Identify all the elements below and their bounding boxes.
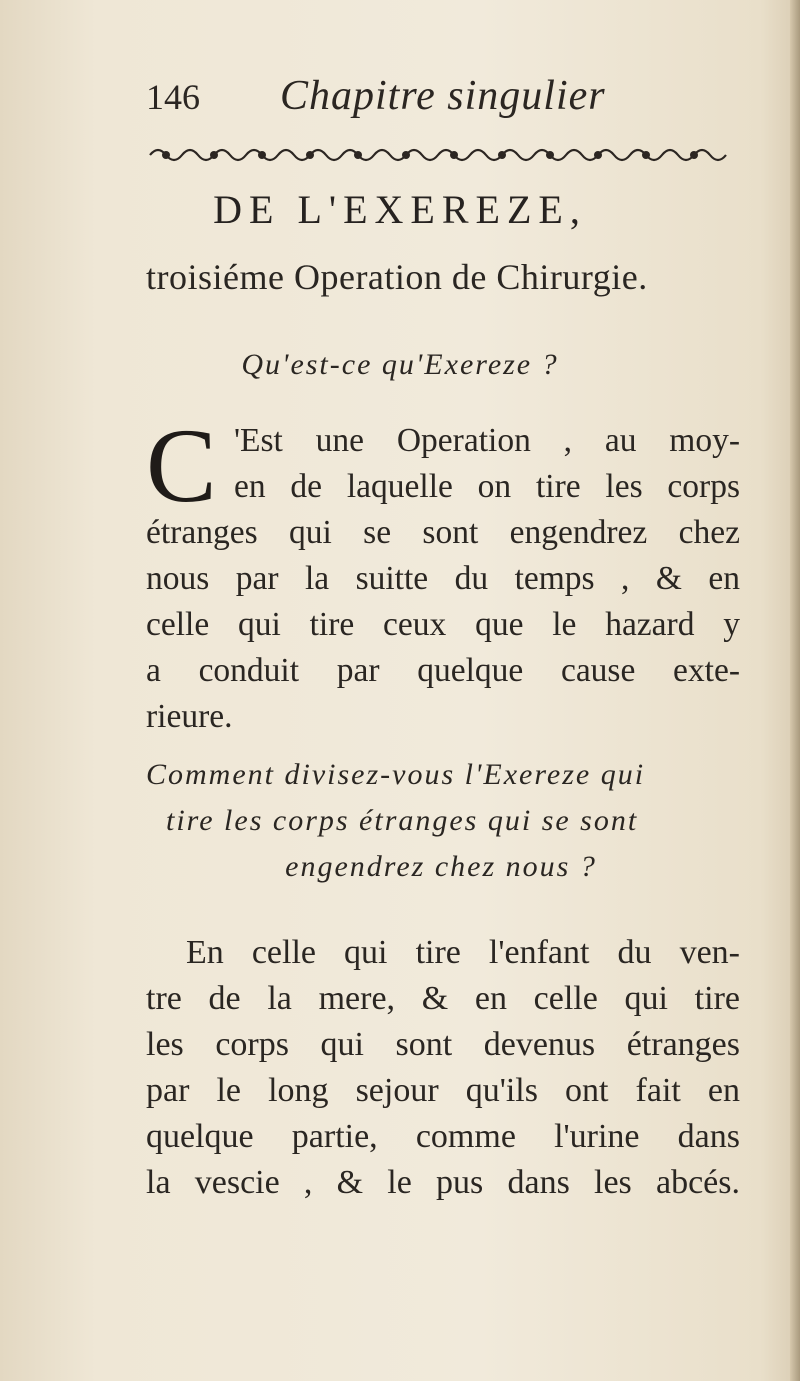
text-line: 'Est une Operation , au moy- xyxy=(234,422,740,459)
running-title: Chapitre singulier xyxy=(280,73,606,119)
text-line: tre de la mere, & en celle qui tire xyxy=(146,980,740,1017)
text-line: rieure. xyxy=(146,698,233,735)
chapter-title: DE L'EXEREZE, xyxy=(213,187,587,232)
text-line: les corps qui sont devenus étranges xyxy=(146,1026,740,1063)
answer-paragraph xyxy=(146,407,740,740)
text-line: en de laquelle on tire les corps xyxy=(234,468,740,505)
drop-cap: C xyxy=(146,407,217,524)
page-header xyxy=(146,72,646,132)
question-line: tire les corps étranges qui se sont xyxy=(166,804,639,837)
text-line: quelque partie, comme l'urine dans xyxy=(146,1118,740,1155)
text-line: étranges qui se sont engendrez chez xyxy=(146,514,740,551)
question-line: Comment divisez-vous l'Exereze qui xyxy=(146,758,646,791)
question-heading: Qu'est-ce qu'Exereze ? xyxy=(241,348,559,381)
question-line: engendrez chez nous ? xyxy=(285,850,597,883)
text-line: par le long sejour qu'ils ont fait en xyxy=(146,1072,740,1109)
text-line: a conduit par quelque cause exte- xyxy=(146,652,740,689)
answer-paragraph xyxy=(146,930,740,1206)
text-line: celle qui tire ceux que le hazard y xyxy=(146,606,740,643)
text-line: la vescie , & le pus dans les abcés. xyxy=(146,1164,740,1201)
text-line: nous par la suitte du temps , & en xyxy=(146,560,740,597)
chapter-subtitle: troisiéme Operation de Chirurgie. xyxy=(146,257,648,297)
page-number: 146 xyxy=(146,77,200,117)
text-line: En celle qui tire l'enfant du ven- xyxy=(186,934,740,971)
decorative-ornament-band xyxy=(146,143,734,167)
question-heading xyxy=(146,752,736,890)
